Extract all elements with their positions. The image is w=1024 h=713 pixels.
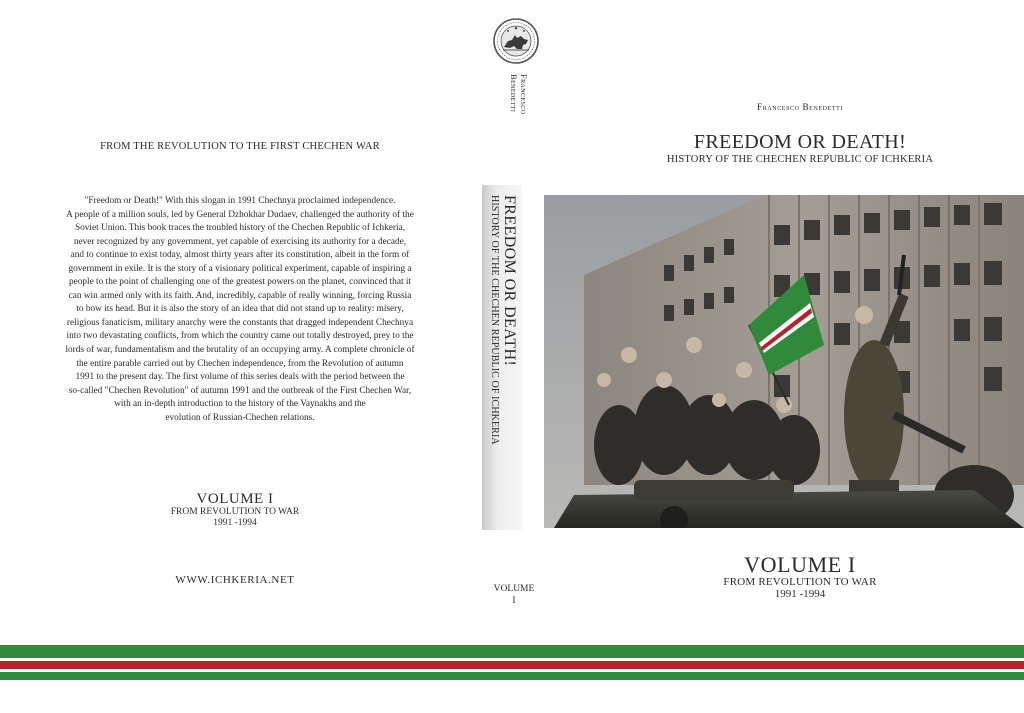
flag-stripe-green-top	[0, 645, 1024, 658]
spine-author	[499, 74, 529, 144]
spine-volume	[484, 583, 544, 607]
spine-volume-label: VOLUME	[493, 584, 535, 594]
spine-subtitle: HISTORY OF THE CHECHEN REPUBLIC OF ICHKERIA	[489, 195, 500, 445]
front-volume-title: VOLUME I	[744, 552, 856, 577]
website-link[interactable]: WWW.ICHKERIA.NET	[175, 574, 295, 586]
flag-stripe-green-bottom	[0, 672, 1024, 680]
back-cover-blurb: "Freedom or Death!" With this slogan in 1991 Chechnya proclaimed independence. A people of a million souls, led by General Dzhokhar Dudaev, challenged the authority of the Soviet Union. This book traces the troubled history of the Chechen Republic of Ichkeria, never recognized by any government, yet capable of exercising its authority for a decade, and to continue to exist today, almost thirty years after its constitution, albeit in the form of government in exile. It is the story of a visionary political experiment, capable of inspiring a people to the point of challenging one of the greatest powers on the planet, convinced that it can win armed only with its faith. And, incredibly, capable of really winning, forcing Russia to bow its head. But it is also the story of an idea that did not stand up to reality: misery, religious fanaticism, military anarchy were the constants that dragged independent Chechnya into two devastating conflicts, from which the country came out totally destroyed, prey to the lords of war, fundamentalism and the brutality of an occupying army. A complete chronicle of the entire parable carried out by Chechen independence, from the Revolution of autumn 1991 to the present day. The first volume of this series deals with the period between the so-called "Chechen Revolution" of autumn 1991 and the outbreak of the First Chechen War, with an in-depth introduction to the history of the Vaynakhs and the evolution of Russian-Chechen relations.	[65, 196, 415, 423]
cover-photo	[544, 195, 1024, 528]
spine-author-last-name: Benedetti	[509, 74, 519, 113]
back-cover-subtitle: FROM THE REVOLUTION TO THE FIRST CHECHEN WAR	[100, 141, 380, 152]
front-cover-title: FREEDOM OR DEATH!	[693, 131, 907, 153]
front-cover-subtitle: HISTORY OF THE CHECHEN REPUBLIC OF ICHKERIA	[666, 154, 934, 165]
back-volume-years: 1991 -1994	[213, 518, 257, 528]
back-volume-title: VOLUME I	[196, 491, 274, 507]
front-cover-author: Francesco Benedetti	[757, 102, 843, 112]
back-cover-volume-block	[130, 491, 340, 529]
spine-title: FREEDOM OR DEATH!	[501, 195, 518, 367]
front-volume-years: 1991 -1994	[774, 588, 826, 600]
spine-author-first-name: Francesco	[519, 74, 529, 115]
spine-title-block	[488, 195, 518, 525]
front-cover-volume-block	[650, 554, 950, 600]
ichkeria-coat-of-arms-wolf-icon	[486, 16, 546, 66]
flag-stripe-red	[0, 661, 1024, 669]
spine-volume-number: I	[512, 596, 516, 606]
back-volume-subtitle: FROM REVOLUTION TO WAR	[170, 507, 300, 517]
front-volume-subtitle: FROM REVOLUTION TO WAR	[723, 576, 877, 588]
